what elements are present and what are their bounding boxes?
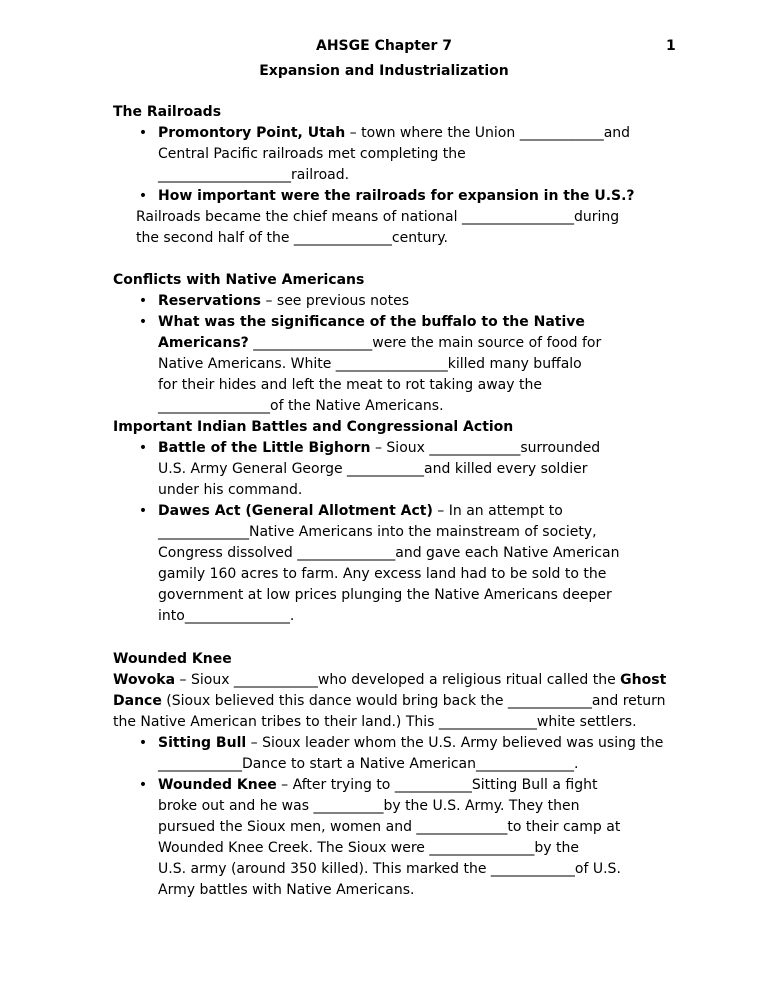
bullet-icon: • <box>138 735 148 751</box>
text-line: _____________Native Americans into the mainstream of society, <box>158 524 597 540</box>
list-item <box>158 293 409 309</box>
item-text: – Sioux ____________who developed a religious ritual called the <box>175 672 621 688</box>
bullet-icon: • <box>138 188 148 204</box>
text-line: Native Americans. White ________________killed many buffalo <box>158 356 582 372</box>
document-title: AHSGE Chapter 7 <box>316 38 452 54</box>
text-line: Army battles with Native Americans. <box>158 882 415 898</box>
text-line: for their hides and left the meat to rot taking away the <box>158 377 542 393</box>
text-line: broke out and he was __________by the U.S. Army. They then <box>158 798 580 814</box>
bullet-icon: • <box>138 125 148 141</box>
item-text: (Sioux believed this dance would bring back the ____________and return <box>161 693 666 709</box>
text-line: Railroads became the chief means of national ________________during <box>136 209 620 225</box>
item-text: – see previous notes <box>261 293 410 309</box>
question-buffalo-cont: Americans? <box>158 335 249 351</box>
bullet-icon: • <box>138 503 148 519</box>
term-ghost: Ghost <box>620 672 667 688</box>
text-line: under his command. <box>158 482 303 498</box>
text-line: the Native American tribes to their land.) This ______________white settlers. <box>113 714 637 730</box>
list-item <box>158 440 600 456</box>
text-line: gamily 160 acres to farm. Any excess land had to be sold to the <box>158 566 607 582</box>
text-line: Congress dissolved ______________and gave each Native American <box>158 545 620 561</box>
term-sitting-bull: Sitting Bull <box>158 735 247 751</box>
list-item <box>158 777 597 793</box>
section-heading-railroads: The Railroads <box>113 104 222 120</box>
term-little-bighorn: Battle of the Little Bighorn <box>158 440 371 456</box>
list-item <box>158 735 663 751</box>
text-line <box>113 672 666 688</box>
item-text: – town where the Union ____________and <box>345 125 631 141</box>
text-line: pursued the Sioux men, women and _____________to their camp at <box>158 819 621 835</box>
item-text: – Sioux _____________surrounded <box>370 440 601 456</box>
item-text: _________________were the main source of food for <box>248 335 602 351</box>
term-dance: Dance <box>113 693 162 709</box>
list-item <box>158 503 563 519</box>
text-line: U.S. Army General George ___________and killed every soldier <box>158 461 588 477</box>
term-promontory-point: Promontory Point, Utah <box>158 125 346 141</box>
question-buffalo: What was the significance of the buffalo to the Native <box>158 314 585 330</box>
text-line: the second half of the ______________century. <box>136 230 448 246</box>
section-heading-conflicts: Conflicts with Native Americans <box>113 272 365 288</box>
bullet-icon: • <box>138 440 148 456</box>
item-text: – In an attempt to <box>432 503 563 519</box>
bullet-icon: • <box>138 293 148 309</box>
bullet-icon: • <box>138 314 148 330</box>
text-line: ___________________railroad. <box>158 167 350 183</box>
list-item <box>158 335 601 351</box>
text-line <box>113 693 666 709</box>
text-line: U.S. army (around 350 killed). This marked the ____________of U.S. <box>158 861 621 877</box>
section-heading-wounded-knee: Wounded Knee <box>113 651 232 667</box>
text-line: Central Pacific railroads met completing the <box>158 146 466 162</box>
document-subtitle: Expansion and Industrialization <box>259 63 509 79</box>
item-text: – Sioux leader whom the U.S. Army believed was using the <box>246 735 664 751</box>
term-wounded-knee: Wounded Knee <box>158 777 277 793</box>
bullet-icon: • <box>138 777 148 793</box>
text-line: government at low prices plunging the Native Americans deeper <box>158 587 612 603</box>
text-line: Wounded Knee Creek. The Sioux were _______________by the <box>158 840 579 856</box>
term-dawes-act: Dawes Act (General Allotment Act) <box>158 503 433 519</box>
term-wovoka: Wovoka <box>113 672 176 688</box>
page-number: 1 <box>666 38 676 54</box>
text-line: into_______________. <box>158 608 295 624</box>
text-line: ________________of the Native Americans. <box>158 398 444 414</box>
list-item <box>158 125 630 141</box>
term-reservations: Reservations <box>158 293 261 309</box>
text-line: ____________Dance to start a Native American______________. <box>158 756 579 772</box>
question-railroads: How important were the railroads for expansion in the U.S.? <box>158 188 635 204</box>
section-heading-battles: Important Indian Battles and Congressional Action <box>113 419 514 435</box>
item-text: – After trying to ___________Sitting Bull a fight <box>276 777 598 793</box>
